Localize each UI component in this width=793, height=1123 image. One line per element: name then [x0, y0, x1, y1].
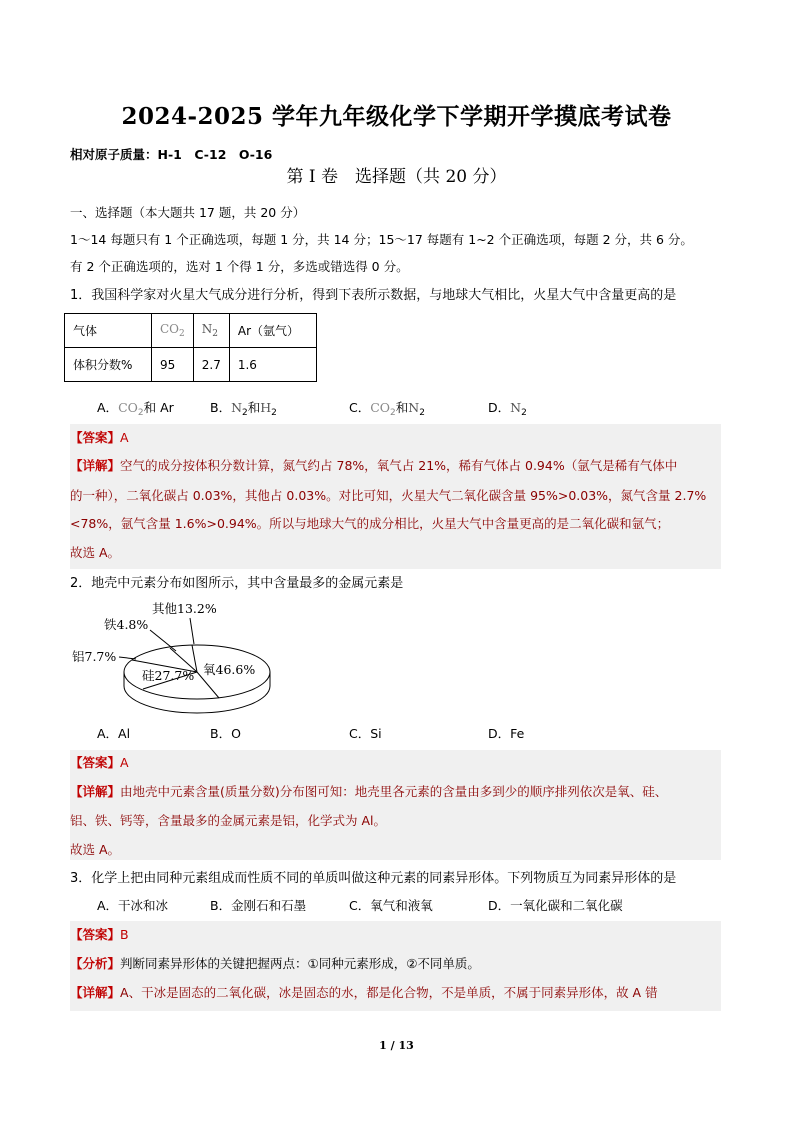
gas-table: [64, 313, 317, 382]
gas-header: 气体: [65, 314, 152, 348]
label-o: 氧46.6%: [203, 662, 256, 677]
q2-detail-1: 【详解】由地壳中元素含量(质量分数)分布图可知：地壳里各元素的含量由多到少的顺序排列依次是氧、硅、: [70, 784, 668, 799]
instruction-line-2: 有 2 个正确选项的，选对 1 个得 1 分，多选或错选得 0 分。: [70, 259, 409, 274]
label-iron: 铁4.8%: [104, 617, 149, 632]
co2-header: $CO_2$: [152, 314, 194, 348]
q1-detail-3: <78%，氩气含量 1.6%>0.94%。所以与地球大气的成分相比，火星大气中含量更高的是二氧化碳和氩气；: [70, 516, 670, 531]
q1-option-a: A．$CO_2$和 Ar: [97, 400, 174, 418]
q2-answer-box: [70, 750, 721, 860]
q1-answer: 【答案】A: [70, 430, 129, 445]
label-other: 其他13.2%: [152, 601, 217, 616]
q1-stem: 1．我国科学家对火星大气成分进行分析，得到下表所示数据，与地球大气相比，火星大气中含量更高的是: [70, 288, 677, 303]
q2-detail-3: 故选 A。: [70, 842, 121, 857]
page-number: 1 / 13: [379, 1039, 414, 1052]
page-title: 2024-2025 学年九年级化学下学期开学摸底考试卷: [121, 103, 672, 130]
ar-value: 1.6: [229, 348, 316, 382]
q2-option-b: B．O: [210, 726, 241, 741]
q1-option-b: B．$N_2$和$H_2$: [210, 400, 277, 418]
q2-option-d: D．Fe: [488, 726, 525, 741]
instruction-line-1: 1～14 每题只有 1 个正确选项，每题 1 分，共 14 分；15～17 每题有 1~2 个正确选项，每题 2 分，共 6 分。: [70, 232, 693, 247]
q3-stem: 3．化学上把由同种元素组成而性质不同的单质叫做这种元素的同素异形体。下列物质互为同素异形体的是: [70, 871, 677, 886]
q3-analysis: 【分析】判断同素异形体的关键把握两点：①同种元素形成，②不同单质。: [70, 956, 480, 971]
q3-answer: 【答案】B: [70, 927, 129, 942]
label-al: 铝7.7%: [72, 649, 117, 664]
q3-option-c: C．氧气和液氧: [349, 898, 433, 913]
ar-header: Ar（氩气）: [229, 314, 316, 348]
q2-answer: 【答案】A: [70, 755, 129, 770]
q3-option-d: D．一氧化碳和二氧化碳: [488, 898, 623, 913]
q1-option-d: D．$N_2$: [488, 400, 527, 418]
q3-option-a: A．干冰和冰: [97, 898, 169, 913]
q1-option-c: C．$CO_2$和$N_2$: [349, 400, 425, 418]
part-heading: 一、选择题（本大题共 17 题，共 20 分）: [70, 205, 306, 220]
q1-detail-4: 故选 A。: [70, 545, 121, 560]
leader-other: [190, 618, 194, 644]
q1-detail-2: 的一种），二氧化碳占 0.03%，其他占 0.03%。对比可知，火星大气二氧化碳含量 95%>0.03%，氮气含量 2.7%: [70, 488, 707, 503]
q3-option-b: B．金刚石和石墨: [210, 898, 307, 913]
q3-detail-1: 【详解】A、干冰是固态的二氧化碳，冰是固态的水，都是化合物，不是单质，不属于同素异形体，故 A 错: [70, 985, 658, 1000]
fraction-label: 体积分数%: [65, 348, 152, 382]
crust-pie-chart: [72, 594, 302, 719]
q2-option-c: C．Si: [349, 726, 382, 741]
q2-stem: 2．地壳中元素分布如图所示，其中含量最多的金属元素是: [70, 576, 404, 591]
q1-detail-1: 【详解】空气的成分按体积分数计算，氮气约占 78%，氧气占 21%，稀有气体占 0.94%（氩气是稀有气体中: [70, 458, 678, 473]
q2-detail-2: 铝、铁、钙等，含量最多的金属元素是铝，化学式为 Al。: [70, 813, 386, 828]
co2-value: 95: [152, 348, 194, 382]
section-title: 第 I 卷 选择题（共 20 分）: [286, 167, 507, 187]
q2-option-a: A．Al: [97, 726, 131, 741]
label-si: 硅27.7%: [142, 668, 195, 683]
n2-value: 2.7: [193, 348, 229, 382]
atomic-mass-note: 相对原子质量：H-1 C-12 O-16: [70, 147, 273, 162]
n2-header: $N_2$: [193, 314, 229, 348]
